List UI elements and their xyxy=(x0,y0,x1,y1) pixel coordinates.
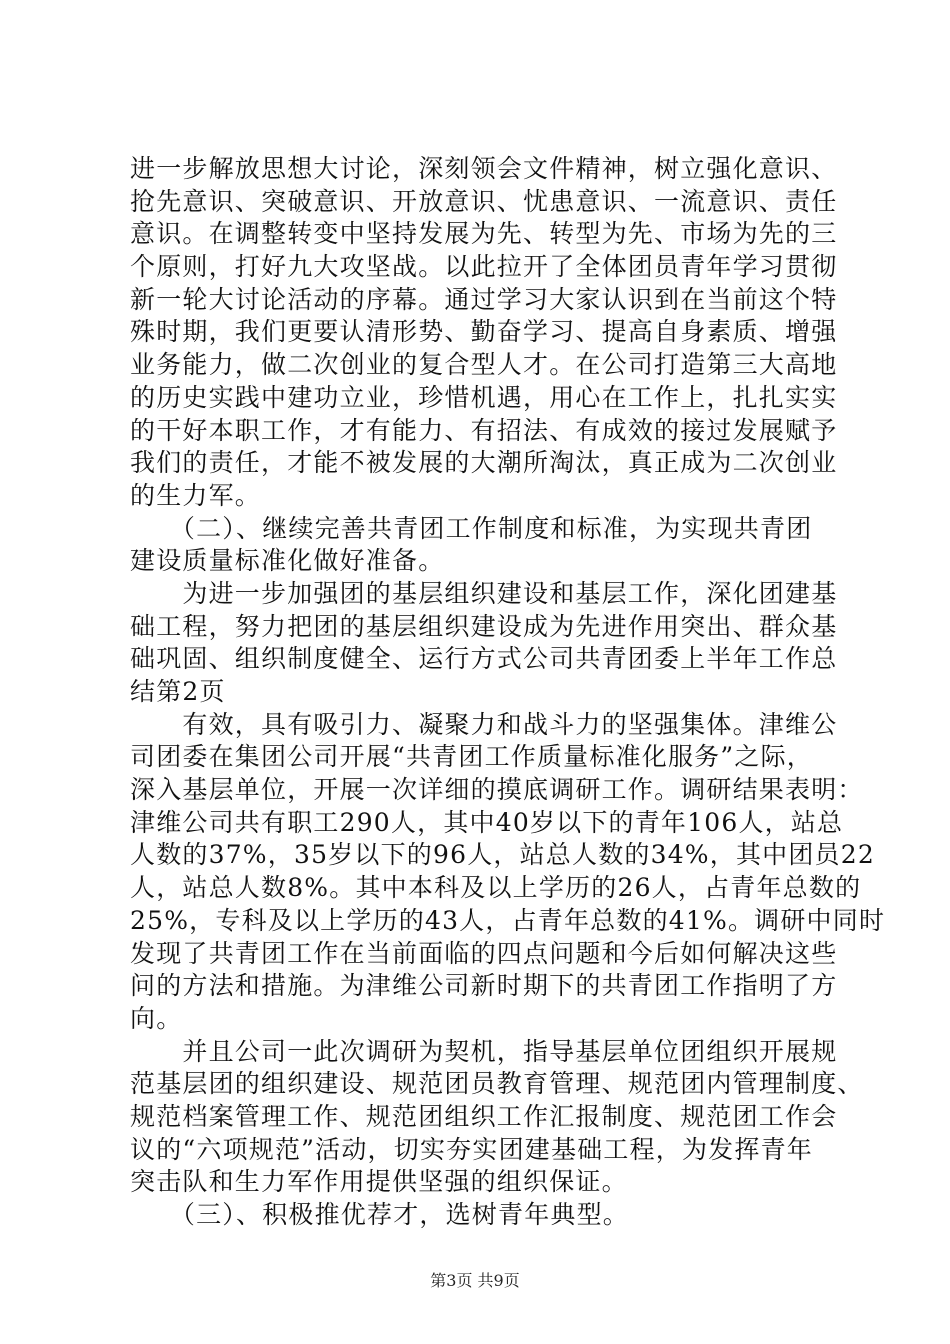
text-line: 抢先意识、突破意识、开放意识、忧患意识、一流意识、责任 xyxy=(130,186,838,216)
text-line: 的历史实践中建功立业，珍惜机遇，用心在工作上，扎扎实实 xyxy=(130,382,838,412)
text-line: 司团委在集团公司开展“共青团工作质量标准化服务”之际， xyxy=(130,742,813,772)
document-body xyxy=(130,153,886,1232)
section-heading-line: 建设质量标准化做好准备。 xyxy=(130,546,445,576)
text-line: 结第2页 xyxy=(130,677,226,706)
text-line: 的生力军。 xyxy=(130,480,262,510)
text-line: 我们的责任，才能不被发展的大潮所淘汰，真正成为二次创业 xyxy=(130,448,838,478)
text-line: 并且公司一此次调研为契机，指导基层单位团组织开展规 xyxy=(130,1036,838,1066)
text-line: 新一轮大讨论活动的序幕。通过学习大家认识到在当前这个特 xyxy=(130,284,838,314)
text-line: 发现了共青团工作在当前面临的四点问题和今后如何解决这些 xyxy=(130,938,838,968)
text-line: 深入基层单位，开展一次详细的摸底调研工作。调研结果表明： xyxy=(130,775,864,805)
section-heading-line: （二）、继续完善共青团工作制度和标准，为实现共青团 xyxy=(130,513,813,543)
text-line: 津维公司共有职工290人，其中40岁以下的青年106人，站总 xyxy=(130,807,844,837)
text-line: 问的方法和措施。为津维公司新时期下的共青团工作指明了方 xyxy=(130,971,838,1001)
text-line: 规范档案管理工作、规范团组织工作汇报制度、规范团工作会 xyxy=(130,1101,838,1131)
text-line: 进一步解放思想大讨论，深刻领会文件精神，树立强化意识、 xyxy=(130,154,838,183)
text-line: 为进一步加强团的基层组织建设和基层工作，深化团建基 xyxy=(130,578,838,608)
text-line: 个原则，打好九大攻坚战。以此拉开了全体团员青年学习贯彻 xyxy=(130,252,838,282)
text-line: 有效，具有吸引力、凝聚力和战斗力的坚强集体。津维公 xyxy=(130,709,838,739)
text-line: 向。 xyxy=(130,1003,183,1033)
text-line: 意识。在调整转变中坚持发展为先、转型为先、市场为先的三 xyxy=(130,219,838,249)
text-line: 人，站总人数8%。其中本科及以上学历的26人，占青年总数的 xyxy=(130,873,862,903)
text-line: 25%，专科及以上学历的43人，占青年总数的41%。调研中同时 xyxy=(130,905,886,935)
text-line: 范基层团的组织建设、规范团员教育管理、规范团内管理制度、 xyxy=(130,1069,864,1099)
text-line: 业务能力，做二次创业的复合型人才。在公司打造第三大高地 xyxy=(130,350,838,380)
page-number-footer: 第3页 共9页 xyxy=(430,1271,520,1290)
text-line: 突击队和生力军作用提供坚强的组织保证。 xyxy=(130,1167,628,1197)
text-line: 议的“六项规范”活动，切实夯实团建基础工程，为发挥青年 xyxy=(130,1134,813,1164)
section-heading-line: （三）、积极推优荐才，选树青年典型。 xyxy=(130,1200,630,1229)
text-line: 殊时期，我们更要认清形势、勤奋学习、提高自身素质、增强 xyxy=(130,317,838,347)
text-line: 的干好本职工作，才有能力、有招法、有成效的接过发展赋予 xyxy=(130,415,838,445)
text-line: 人数的37%，35岁以下的96人，站总人数的34%，其中团员22 xyxy=(130,840,875,870)
text-line: 础巩固、组织制度健全、运行方式公司共青团委上半年工作总 xyxy=(130,644,838,674)
text-line: 础工程，努力把团的基层组织建设成为先进作用突出、群众基 xyxy=(130,611,838,641)
